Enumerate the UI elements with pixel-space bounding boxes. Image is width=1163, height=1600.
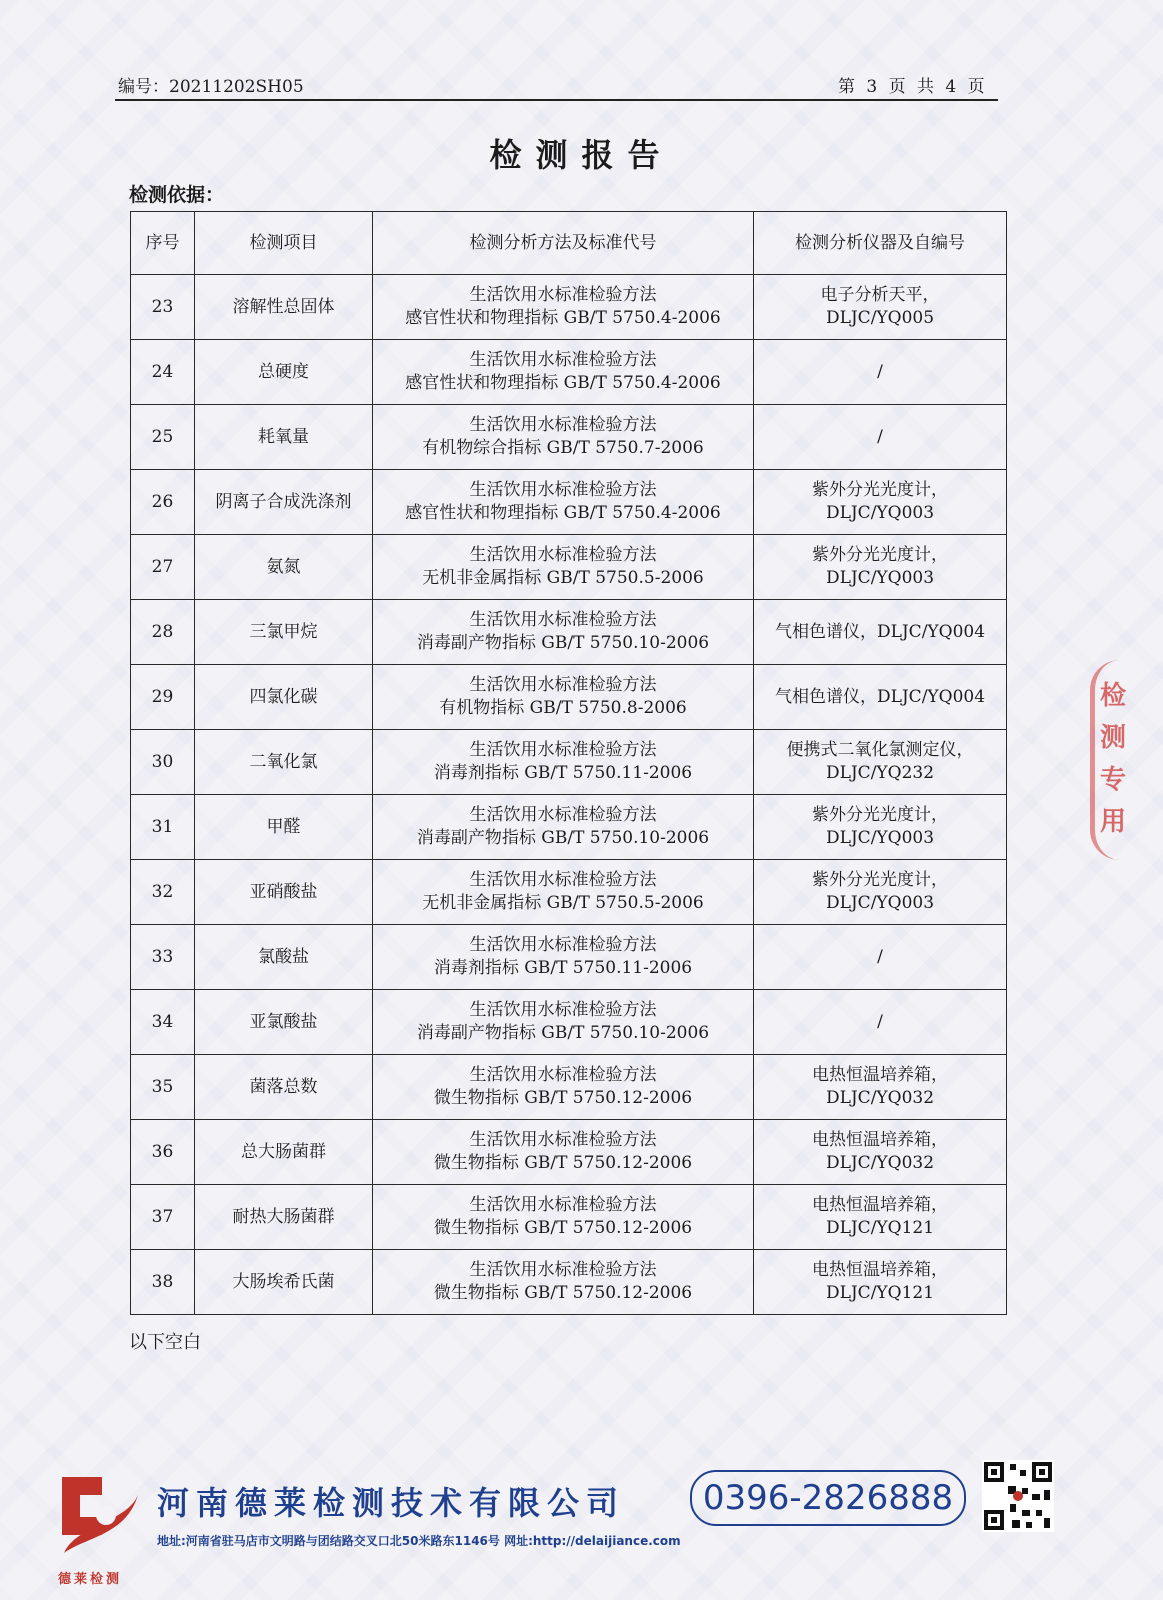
method-line-2: 无机非金属指标 GB/T 5750.5-2006 [422, 568, 704, 588]
cell-test-item: 甲醛 [195, 795, 373, 860]
method-line-2: 消毒剂指标 GB/T 5750.11-2006 [433, 763, 693, 783]
method-line-1: 生活饮用水标准检验方法 [469, 415, 657, 435]
cell-instrument [754, 600, 1007, 665]
table-row [131, 990, 1007, 1055]
header-cell-item: 检测项目 [195, 212, 373, 275]
method-line-1: 生活饮用水标准检验方法 [469, 740, 657, 760]
cell-seq-no: 27 [131, 535, 195, 600]
method-line-2: 消毒副产物指标 GB/T 5750.10-2006 [416, 633, 710, 653]
table-row [131, 1185, 1007, 1250]
company-name: 河南德莱检测技术有限公司 [157, 1484, 626, 1522]
method-line-1: 生活饮用水标准检验方法 [469, 805, 657, 825]
cell-instrument [754, 860, 1007, 925]
instrument-line-2: DLJC/YQ005 [825, 308, 935, 328]
table-row [131, 1055, 1007, 1120]
cell-test-item: 菌落总数 [195, 1055, 373, 1120]
method-line-1: 生活饮用水标准检验方法 [469, 870, 657, 890]
cell-method [373, 600, 754, 665]
method-line-1: 生活饮用水标准检验方法 [469, 935, 657, 955]
method-line-2: 感官性状和物理指标 GB/T 5750.4-2006 [405, 308, 721, 328]
method-line-1: 生活饮用水标准检验方法 [469, 545, 657, 565]
header-cell-instrument: 检测分析仪器及自编号 [754, 212, 1007, 275]
qr-code-icon [982, 1460, 1054, 1532]
cell-method [373, 925, 754, 990]
table-row [131, 1250, 1007, 1315]
method-line-1: 生活饮用水标准检验方法 [469, 285, 657, 305]
company-address: 地址:河南省驻马店市文明路与团结路交叉口北50米路东1146号 网址:http://delaijiance.com [157, 1534, 681, 1548]
table-row [131, 470, 1007, 535]
cell-seq-no: 25 [131, 405, 195, 470]
cell-method [373, 665, 754, 730]
page-indicator: 第 3 页 共 4 页 [838, 77, 988, 97]
method-line-2: 微生物指标 GB/T 5750.12-2006 [433, 1153, 693, 1173]
basis-label: 检测依据： [129, 184, 225, 206]
cell-instrument [754, 1250, 1007, 1315]
cell-seq-no: 35 [131, 1055, 195, 1120]
method-line-1: 生活饮用水标准检验方法 [469, 480, 657, 500]
header-cell-no: 序号 [131, 212, 195, 275]
instrument-line-1: 气相色谱仪，DLJC/YQ004 [774, 686, 986, 707]
instrument-line-1: 电热恒温培养箱， [812, 1195, 948, 1215]
method-line-2: 微生物指标 GB/T 5750.12-2006 [433, 1088, 693, 1108]
instrument-line-1: / [877, 946, 883, 967]
cell-method [373, 730, 754, 795]
cell-test-item: 二氧化氯 [195, 730, 373, 795]
instrument-line-1: 气相色谱仪，DLJC/YQ004 [774, 621, 986, 642]
cell-method [373, 860, 754, 925]
method-line-1: 生活饮用水标准检验方法 [469, 1260, 657, 1280]
cell-instrument [754, 405, 1007, 470]
table-header-row [131, 212, 1007, 275]
table-row [131, 405, 1007, 470]
cell-seq-no: 24 [131, 340, 195, 405]
cell-test-item: 总硬度 [195, 340, 373, 405]
cell-instrument [754, 1120, 1007, 1185]
instrument-line-1: 便携式二氧化氯测定仪， [786, 740, 974, 760]
method-line-1: 生活饮用水标准检验方法 [469, 1065, 657, 1085]
table-row [131, 535, 1007, 600]
method-line-2: 微生物指标 GB/T 5750.12-2006 [433, 1283, 693, 1303]
table-row [131, 665, 1007, 730]
cell-method [373, 990, 754, 1055]
method-line-1: 生活饮用水标准检验方法 [469, 1000, 657, 1020]
company-logo-icon [56, 1465, 140, 1565]
cell-seq-no: 38 [131, 1250, 195, 1315]
table-row [131, 860, 1007, 925]
logo-caption: 德莱检测 [58, 1572, 123, 1587]
table-row [131, 1120, 1007, 1185]
cell-test-item: 大肠埃希氏菌 [195, 1250, 373, 1315]
instrument-line-1: 电子分析天平， [820, 285, 940, 305]
instrument-line-1: 电热恒温培养箱， [812, 1260, 948, 1280]
cell-instrument [754, 730, 1007, 795]
cell-instrument [754, 990, 1007, 1055]
header-cell-method: 检测分析方法及标准代号 [373, 212, 754, 275]
instrument-line-1: 紫外分光光度计， [812, 870, 948, 890]
header-rule [115, 99, 998, 101]
cell-test-item: 耗氧量 [195, 405, 373, 470]
cell-method [373, 1055, 754, 1120]
table-row [131, 795, 1007, 860]
cell-instrument [754, 795, 1007, 860]
method-line-1: 生活饮用水标准检验方法 [469, 350, 657, 370]
instrument-line-1: 电热恒温培养箱， [812, 1065, 948, 1085]
seal-char: 检测专用 [1100, 681, 1127, 837]
cell-method [373, 795, 754, 860]
instrument-line-2: DLJC/YQ121 [825, 1283, 935, 1303]
cell-method [373, 1250, 754, 1315]
method-line-2: 无机非金属指标 GB/T 5750.5-2006 [422, 893, 704, 913]
cell-method [373, 340, 754, 405]
instrument-line-2: DLJC/YQ032 [825, 1153, 935, 1173]
instrument-line-1: / [877, 361, 883, 382]
table-row [131, 340, 1007, 405]
footer [0, 1440, 1163, 1590]
method-line-1: 生活饮用水标准检验方法 [469, 1195, 657, 1215]
cell-method [373, 405, 754, 470]
method-line-2: 感官性状和物理指标 GB/T 5750.4-2006 [405, 503, 721, 523]
red-seal-stamp-text [1100, 675, 1130, 843]
method-line-1: 生活饮用水标准检验方法 [469, 1130, 657, 1150]
method-line-2: 消毒副产物指标 GB/T 5750.10-2006 [416, 828, 710, 848]
cell-method [373, 1185, 754, 1250]
table-row [131, 925, 1007, 990]
cell-method [373, 1120, 754, 1185]
cell-seq-no: 26 [131, 470, 195, 535]
instrument-line-2: DLJC/YQ003 [825, 893, 935, 913]
instrument-line-1: / [877, 426, 883, 447]
cell-seq-no: 31 [131, 795, 195, 860]
cell-instrument [754, 470, 1007, 535]
cell-test-item: 总大肠菌群 [195, 1120, 373, 1185]
method-line-2: 消毒剂指标 GB/T 5750.11-2006 [433, 958, 693, 978]
cell-instrument [754, 1055, 1007, 1120]
blank-below-note: 以下空白 [129, 1332, 201, 1353]
instrument-line-2: DLJC/YQ003 [825, 568, 935, 588]
instrument-line-2: DLJC/YQ032 [825, 1088, 935, 1108]
method-line-2: 消毒副产物指标 GB/T 5750.10-2006 [416, 1023, 710, 1043]
cell-instrument [754, 275, 1007, 340]
cell-seq-no: 28 [131, 600, 195, 665]
cell-instrument [754, 665, 1007, 730]
cell-method [373, 535, 754, 600]
report-title: 检测报告 [489, 136, 674, 174]
instrument-line-1: 电热恒温培养箱， [812, 1130, 948, 1150]
cell-instrument [754, 340, 1007, 405]
method-line-1: 生活饮用水标准检验方法 [469, 610, 657, 630]
cell-test-item: 耐热大肠菌群 [195, 1185, 373, 1250]
basis-table [130, 211, 1007, 1315]
cell-instrument [754, 925, 1007, 990]
cell-test-item: 溶解性总固体 [195, 275, 373, 340]
method-line-2: 有机物综合指标 GB/T 5750.7-2006 [422, 438, 704, 458]
instrument-line-1: 紫外分光光度计， [812, 805, 948, 825]
cell-seq-no: 33 [131, 925, 195, 990]
cell-seq-no: 23 [131, 275, 195, 340]
cell-seq-no: 37 [131, 1185, 195, 1250]
cell-test-item: 亚氯酸盐 [195, 990, 373, 1055]
table-row [131, 600, 1007, 665]
cell-test-item: 阴离子合成洗涤剂 [195, 470, 373, 535]
cell-seq-no: 29 [131, 665, 195, 730]
method-line-2: 微生物指标 GB/T 5750.12-2006 [433, 1218, 693, 1238]
cell-method [373, 470, 754, 535]
phone-number: 0396-2826888 [690, 1470, 966, 1526]
cell-instrument [754, 535, 1007, 600]
cell-test-item: 亚硝酸盐 [195, 860, 373, 925]
method-line-2: 有机物指标 GB/T 5750.8-2006 [439, 698, 687, 718]
cell-test-item: 氨氮 [195, 535, 373, 600]
instrument-line-2: DLJC/YQ003 [825, 503, 935, 523]
report-number: 编号：20211202SH05 [118, 77, 304, 97]
table-row [131, 730, 1007, 795]
cell-test-item: 四氯化碳 [195, 665, 373, 730]
cell-seq-no: 32 [131, 860, 195, 925]
table-row [131, 275, 1007, 340]
instrument-line-2: DLJC/YQ232 [825, 763, 935, 783]
cell-seq-no: 34 [131, 990, 195, 1055]
instrument-line-1: / [877, 1011, 883, 1032]
instrument-line-1: 紫外分光光度计， [812, 545, 948, 565]
cell-test-item: 三氯甲烷 [195, 600, 373, 665]
instrument-line-2: DLJC/YQ003 [825, 828, 935, 848]
method-line-1: 生活饮用水标准检验方法 [469, 675, 657, 695]
cell-method [373, 275, 754, 340]
cell-instrument [754, 1185, 1007, 1250]
cell-seq-no: 36 [131, 1120, 195, 1185]
cell-test-item: 氯酸盐 [195, 925, 373, 990]
instrument-line-2: DLJC/YQ121 [825, 1218, 935, 1238]
method-line-2: 感官性状和物理指标 GB/T 5750.4-2006 [405, 373, 721, 393]
cell-seq-no: 30 [131, 730, 195, 795]
instrument-line-1: 紫外分光光度计， [812, 480, 948, 500]
